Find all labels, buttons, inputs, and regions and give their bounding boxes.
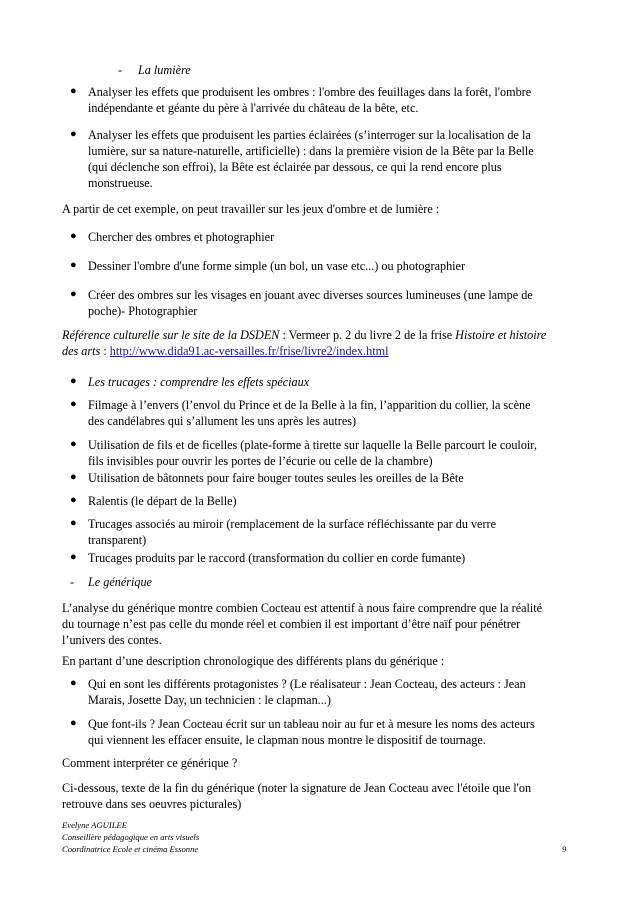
reference-line-1 — [62, 327, 546, 344]
list-item-line: Trucages produits par le raccord (transformation du collier en corde fumante) — [88, 551, 466, 565]
list-item-line: Que font-ils ? Jean Cocteau écrit sur un tableau noir au fur et à mesure les noms des acteurs — [88, 717, 535, 731]
list-item-line: Analyser les effets que produisent les parties éclairées (s’interroger sur la localisation de la — [88, 128, 531, 142]
list-item-line: Utilisation de bâtonnets pour faire bouger toutes seules les oreilles de la Bête — [88, 471, 464, 485]
list-item-line: Dessiner l'ombre d'une forme simple (un bol, un vase etc...) ou photographier — [88, 259, 466, 273]
paragraph-line: Ci-dessous, texte de la fin du générique (noter la signature de Jean Cocteau avec l'étoile que l'on — [62, 781, 532, 795]
bullet: ● — [70, 259, 77, 271]
reference-sep: : — [100, 344, 110, 358]
bullet: ● — [70, 494, 77, 506]
paragraph-line: l’univers des contes. — [62, 633, 162, 647]
dash-marker: - — [118, 63, 123, 77]
frise-title: Histoire et histoire — [455, 328, 547, 342]
paragraph-line: L’analyse du générique montre combien Cocteau est attentif à nous faire comprendre que la réalité — [62, 601, 543, 615]
paragraph: Comment interpréter ce générique ? — [62, 756, 238, 770]
list-item-line: indépendante et géante du père à l'arrivée du château de la bête, etc. — [88, 101, 419, 115]
reference-line-2 — [62, 343, 389, 360]
footer-role: Conseillère pédagogique en arts visuels — [62, 832, 200, 842]
list-item-line: fils invisibles pour ouvrir les portes de l’écurie ou celle de la chambre) — [88, 454, 433, 468]
bullet: ● — [70, 517, 77, 529]
dash-marker: - — [70, 575, 75, 589]
list-item-line: lumière, sur sa nature-naturelle, artificielle) : dans la première vision de la Bête par la Belle — [88, 144, 534, 158]
bullet: ● — [70, 288, 77, 300]
section-heading-generique: Le générique — [88, 575, 152, 589]
page-number: 9 — [562, 844, 567, 854]
bullet: ● — [70, 717, 77, 729]
bullet: ● — [70, 471, 77, 483]
bullet: ● — [70, 398, 77, 410]
footer-author: Evelyne AGUILEE — [62, 820, 127, 830]
bullet: ● — [70, 551, 77, 563]
paragraph: A partir de cet exemple, on peut travailler sur les jeux d'ombre et de lumière : — [62, 202, 440, 216]
bullet: ● — [70, 85, 77, 97]
list-item-line: Chercher des ombres et photographier — [88, 230, 275, 244]
bullet: ● — [70, 677, 77, 689]
list-item-line: poche)- Photographier — [88, 304, 198, 318]
frise-link[interactable]: http://www.dida91.ac-versailles.fr/frise/livre2/index.html — [109, 344, 389, 358]
list-item-line: Ralentis (le départ de la Belle) — [88, 494, 237, 508]
list-item-line: transparent) — [88, 533, 147, 547]
list-item-line: Filmage à l’envers (l’envol du Prince et de la Belle à la fin, l’apparition du collier, la scène — [88, 398, 531, 412]
paragraph-line: retrouve dans ses oeuvres picturales) — [62, 797, 242, 811]
section-heading-lumiere: La lumière — [138, 63, 191, 77]
bullet: ● — [70, 230, 77, 242]
footer-role: Coordinatrice Ecole et cinéma Essonne — [62, 844, 199, 854]
section-heading-trucages: Les trucages : comprendre les effets spéciaux — [88, 375, 310, 389]
list-item-line: Analyser les effets que produisent les ombres : l'ombre des feuillages dans la forêt, l'ombre — [88, 85, 532, 99]
list-item-line: (qui déclenche son effroi), la Bête est éclairée par dessous, ce qui la rend encore plus — [88, 160, 502, 174]
bullet: ● — [70, 128, 77, 140]
list-item-line: monstrueuse. — [88, 176, 153, 190]
bullet: ● — [70, 375, 77, 387]
bullet: ● — [70, 438, 77, 450]
frise-title-cont: des arts — [62, 344, 101, 358]
reference-text: : Vermeer p. 2 du livre 2 de la frise — [279, 328, 456, 342]
list-item-line: des candélabres qui s’allument les uns après les autres) — [88, 414, 357, 428]
list-item-line: Créer des ombres sur les visages en jouant avec diverses sources lumineuses (une lampe de — [88, 288, 533, 302]
list-item-line: qui viennent les effacer ensuite, le clapman nous montre le dispositif de tournage. — [88, 733, 486, 747]
list-item-line: Trucages associés au miroir (remplacement de la surface réfléchissante par du verre — [88, 517, 496, 531]
list-item-line: Marais, Josette Day, un technicien : le clapman...) — [88, 693, 331, 707]
list-item-line: Qui en sont les différents protagonistes ? (Le réalisateur : Jean Cocteau, des acteurs : Jean — [88, 677, 526, 691]
paragraph: En partant d’une description chronologique des différents plans du générique : — [62, 654, 445, 668]
list-item-line: Utilisation de fils et de ficelles (plate-forme à tirette sur laquelle la Belle parcourt le couloir, — [88, 438, 537, 452]
reference-label: Référence culturelle sur le site de la DSDEN — [62, 328, 280, 342]
paragraph-line: du tournage n’est pas celle du monde réel et combien il est important d’être naïf pour pénétrer — [62, 617, 521, 631]
